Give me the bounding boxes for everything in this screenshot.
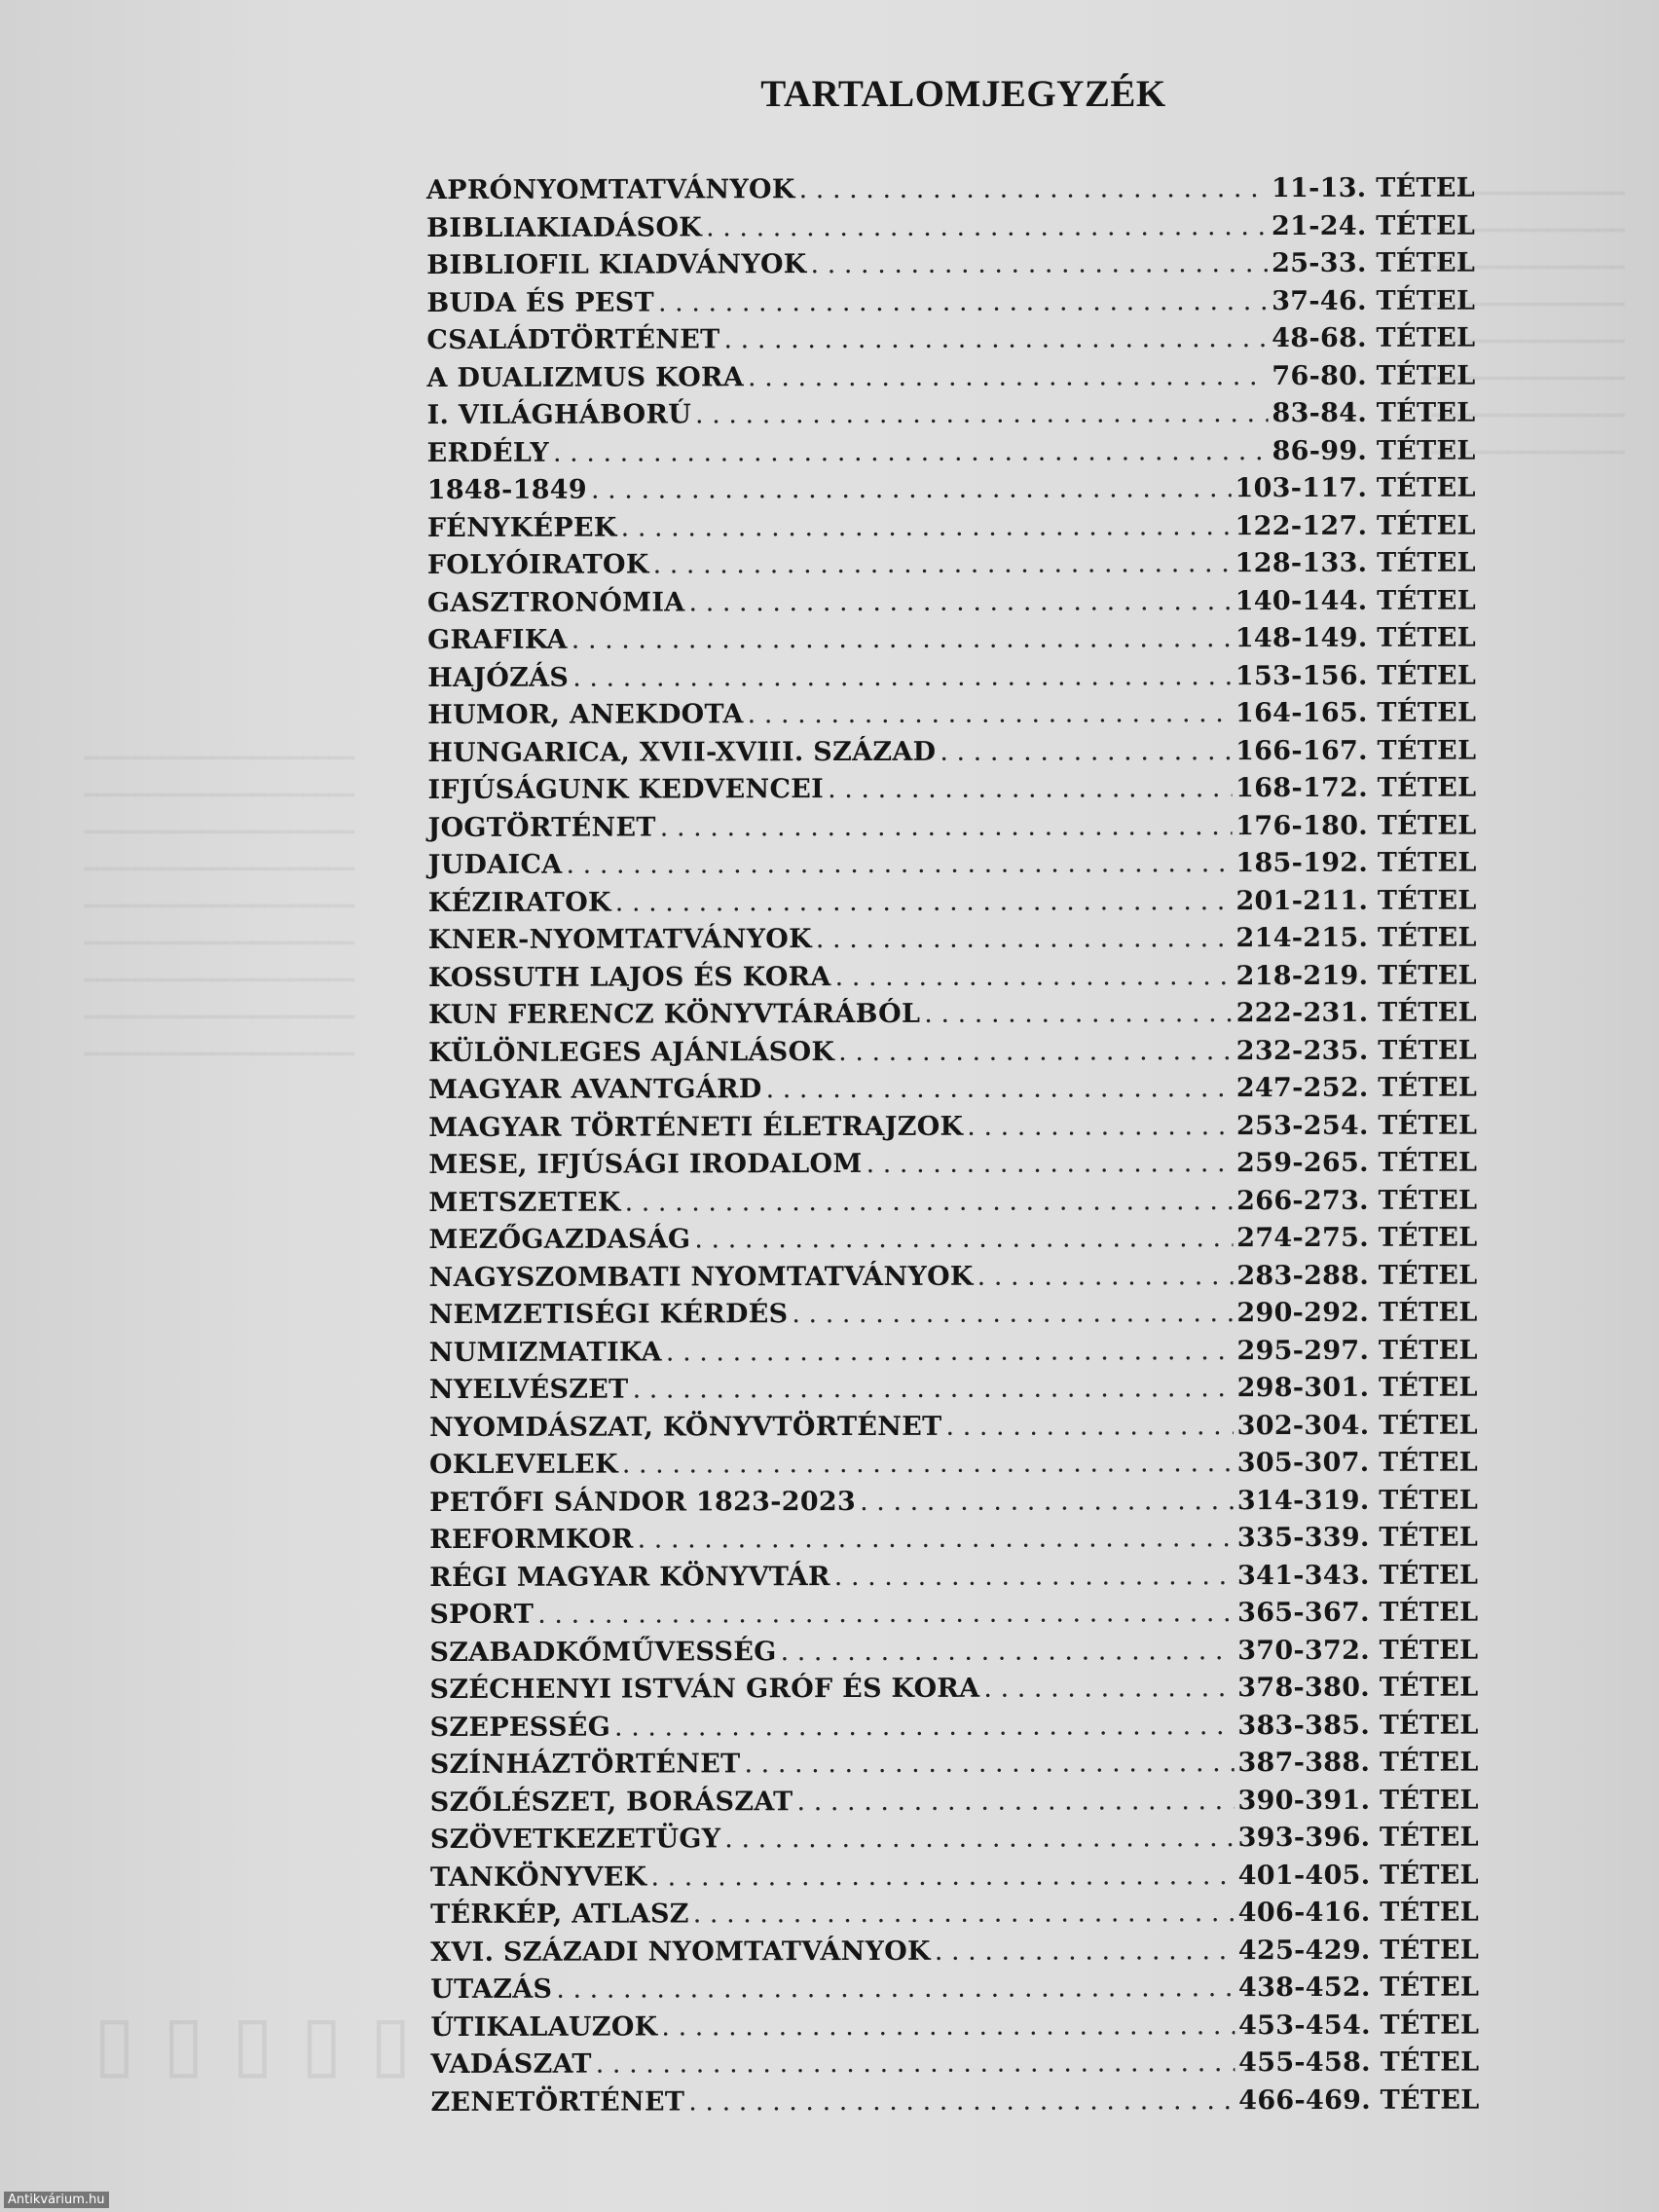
toc-entry: [427, 810, 1476, 850]
toc-entry: [427, 548, 1476, 588]
toc-entry-reference: 164-165. TÉTEL: [1235, 697, 1477, 729]
toc-entry-label: FÉNYKÉPEK: [426, 512, 617, 543]
toc-entry-label: ÚTIKALAUZOK: [430, 2010, 658, 2043]
toc-entry: [430, 1860, 1479, 1899]
dot-leader: [940, 736, 1232, 767]
toc-entry-label: IFJÚSÁGUNK KEDVENCEI: [427, 774, 825, 805]
dot-leader: [723, 323, 1268, 354]
bleed-through-letters: ▯▯▯▯▯: [93, 2001, 439, 2085]
toc-entry-label: HUMOR, ANEKDOTA: [427, 699, 744, 730]
toc-entry-label: GASZTRONÓMIA: [426, 586, 685, 618]
toc-entry-reference: 274-275. TÉTEL: [1236, 1222, 1478, 1254]
dot-leader: [556, 1972, 1235, 2005]
toc-entry-label: UTAZÁS: [430, 1973, 553, 2005]
dot-leader: [816, 923, 1233, 954]
toc-entry-reference: 185-192. TÉTEL: [1235, 847, 1477, 879]
toc-entry: [427, 660, 1476, 700]
toc-entry-reference: 266-273. TÉTEL: [1236, 1185, 1478, 1216]
toc-entry-label: 1848-1849: [426, 474, 587, 505]
toc-entry-reference: 341-343. TÉTEL: [1236, 1560, 1479, 1591]
dot-leader: [650, 1861, 1234, 1892]
toc-entry-label: ERDÉLY: [426, 437, 550, 468]
toc-entry-label: CSALÁDTÖRTÉNET: [426, 324, 720, 355]
dot-leader: [766, 1073, 1233, 1104]
toc-entry-reference: 103-117. TÉTEL: [1235, 472, 1476, 504]
dot-leader: [661, 2010, 1235, 2042]
toc-entry-reference: 335-339. TÉTEL: [1236, 1522, 1479, 1554]
dot-leader: [792, 1298, 1233, 1329]
toc-entry-label: XVI. SZÁZADI NYOMTATVÁNYOK: [430, 1936, 931, 1968]
toc-entry-reference: 247-252. TÉTEL: [1235, 1072, 1478, 1104]
toc-entry-label: MESE, IFJÚSÁGI IRODALOM: [428, 1148, 863, 1180]
dot-leader: [660, 811, 1233, 842]
dot-leader: [621, 511, 1232, 542]
toc-entry-reference: 387-388. TÉTEL: [1237, 1747, 1479, 1779]
toc-entry-label: TÉRKÉP, ATLASZ: [430, 1899, 689, 1930]
toc-entry-label: KOSSUTH LAJOS ÉS KORA: [427, 961, 831, 993]
toc-entry: [427, 623, 1476, 663]
toc-entry: [426, 248, 1475, 288]
dot-leader: [694, 1223, 1233, 1254]
watermark: Antikvárium.hu: [4, 2192, 109, 2208]
toc-entry-reference: 218-219. TÉTEL: [1235, 960, 1477, 991]
toc-entry: [429, 1523, 1478, 1563]
toc-entry-label: HAJÓZÁS: [427, 662, 570, 693]
toc-entry: [430, 2009, 1479, 2049]
dot-leader: [838, 1036, 1233, 1067]
dot-leader: [983, 1673, 1234, 1704]
toc-entry-reference: 302-304. TÉTEL: [1236, 1410, 1478, 1441]
toc-entry: [430, 1898, 1479, 1937]
toc-entry: [427, 735, 1476, 775]
toc-entry: [429, 1373, 1478, 1413]
toc-entry: [429, 1560, 1478, 1600]
toc-entry-reference: 453-454. TÉTEL: [1238, 2009, 1480, 2041]
dot-leader: [835, 961, 1233, 992]
toc-entry: [427, 510, 1476, 550]
toc-entry: [429, 1260, 1478, 1300]
dot-leader: [796, 1786, 1234, 1817]
toc-entry: [429, 1598, 1478, 1638]
toc-entry-label: SPORT: [429, 1599, 535, 1630]
toc-entry-reference: 305-307. TÉTEL: [1236, 1447, 1479, 1479]
toc-entry-reference: 201-211. TÉTEL: [1235, 885, 1477, 916]
dot-leader: [653, 548, 1232, 579]
toc-entry: [429, 1448, 1478, 1488]
toc-entry: [429, 1635, 1478, 1675]
toc-entry: [428, 848, 1477, 888]
toc-entry-label: SZŐLÉSZET, BORÁSZAT: [429, 1786, 793, 1818]
toc-entry-reference: 406-416. TÉTEL: [1237, 1897, 1480, 1929]
toc-entry-reference: 314-319. TÉTEL: [1236, 1485, 1479, 1516]
toc-entry-reference: 283-288. TÉTEL: [1236, 1260, 1478, 1291]
toc-entry-label: GRAFIKA: [427, 624, 568, 655]
toc-entry: [430, 1935, 1479, 1974]
toc-entry: [427, 435, 1476, 475]
dot-leader: [638, 1523, 1234, 1554]
dot-leader: [924, 998, 1232, 1029]
dot-leader: [658, 286, 1268, 317]
dot-leader: [566, 848, 1232, 880]
toc-entry-reference: 295-297. TÉTEL: [1236, 1335, 1478, 1366]
toc-entry-reference: 259-265. TÉTEL: [1236, 1147, 1478, 1179]
toc-entry-label: MAGYAR TÖRTÉNETI ÉLETRAJZOK: [428, 1111, 964, 1143]
dot-leader: [781, 1636, 1235, 1667]
toc-entry: [430, 1748, 1479, 1788]
toc-entry-reference: 140-144. TÉTEL: [1235, 585, 1477, 616]
toc-entry-reference: 370-372. TÉTEL: [1237, 1635, 1479, 1666]
toc-entry-reference: 383-385. TÉTEL: [1237, 1710, 1479, 1741]
bleed-through-text-right: ━━━━━━━━━━━━━━━ ━━━━━━━━━━━━━━━ ━━━━━━━━━━━━━━━ ━━━━━━━━━━━━━━━ ━━━━━━━━━━━━━━━ ━━━━━━━━━━━━━━━ ━━━━━━━━━━━━━━━ ━━━━━━━━━━━━━━━: [1431, 181, 1625, 464]
toc-entry-label: JOGTÖRTÉNET: [427, 811, 656, 843]
toc-entry-reference: 128-133. TÉTEL: [1235, 547, 1476, 579]
toc-entry-label: REFORMKOR: [429, 1524, 634, 1555]
dot-leader: [695, 398, 1268, 429]
dot-leader: [967, 1111, 1233, 1142]
toc-entry-reference: 153-156. TÉTEL: [1235, 660, 1477, 691]
toc-entry-reference: 83-84. TÉTEL: [1272, 397, 1476, 429]
toc-entry-reference: 166-167. TÉTEL: [1235, 735, 1477, 766]
toc-entry-label: BUDA ÉS PEST: [426, 286, 655, 318]
toc-entry: [428, 1223, 1477, 1263]
dot-leader: [572, 661, 1232, 693]
page-title: TARTALOMJEGYZÉK: [760, 73, 1166, 116]
toc-entry-label: SZÉCHENYI ISTVÁN GRÓF ÉS KORA: [429, 1673, 980, 1705]
toc-entry-reference: 253-254. TÉTEL: [1235, 1110, 1478, 1141]
toc-entry-label: NYOMDÁSZAT, KÖNYVTÖRTÉNET: [428, 1411, 942, 1443]
toc-entry: [428, 960, 1477, 1000]
toc-entry: [430, 1972, 1479, 2012]
toc-entry: [426, 323, 1475, 363]
toc-entry-label: SZÖVETKEZETÜGY: [429, 1824, 721, 1855]
toc-entry: [429, 1298, 1478, 1338]
toc-entry-reference: 48-68. TÉTEL: [1272, 322, 1476, 354]
dot-leader: [622, 1448, 1234, 1479]
toc-entry-reference: 86-99. TÉTEL: [1272, 435, 1476, 466]
dot-leader: [688, 2085, 1235, 2117]
dot-leader: [537, 1598, 1234, 1630]
dot-leader: [799, 173, 1268, 204]
toc-entry: [427, 398, 1476, 438]
toc-entry-reference: 122-127. TÉTEL: [1235, 510, 1476, 541]
toc-entry-label: MEZŐGAZDASÁG: [428, 1224, 691, 1255]
toc-entry-label: KNER-NYOMTATVÁNYOK: [427, 924, 812, 955]
toc-entry-label: PETŐFI SÁNDOR 1823-2023: [429, 1486, 857, 1518]
dot-leader: [744, 1748, 1234, 1779]
toc-entry-label: HUNGARICA, XVII-XVIII. SZÁZAD: [427, 736, 937, 768]
toc-entry: [428, 885, 1477, 925]
dot-leader: [693, 1898, 1235, 1929]
toc-entry-label: NEMZETISÉGI KÉRDÉS: [428, 1299, 789, 1330]
toc-entry-reference: 401-405. TÉTEL: [1237, 1860, 1479, 1891]
toc-entry: [428, 1073, 1477, 1113]
toc-entry-reference: 438-452. TÉTEL: [1237, 1972, 1480, 2004]
toc-entry-label: I. VILÁGHÁBORÚ: [426, 399, 692, 430]
toc-entry: [427, 585, 1476, 625]
toc-entry-label: JUDAICA: [427, 849, 563, 880]
dot-leader: [724, 1823, 1234, 1854]
toc-entry-label: VADÁSZAT: [430, 2048, 592, 2080]
toc-entry-label: METSZETEK: [428, 1187, 621, 1218]
toc-entry-label: SZEPESSÉG: [429, 1712, 611, 1743]
dot-leader: [748, 698, 1232, 729]
toc-entry: [427, 773, 1476, 813]
dot-leader: [553, 436, 1269, 468]
toc-entry: [430, 1823, 1479, 1862]
toc-entry-label: APRÓNYOMTATVÁNYOK: [426, 174, 795, 205]
toc-entry-reference: 455-458. TÉTEL: [1238, 2046, 1480, 2079]
toc-entry-reference: 25-33. TÉTEL: [1272, 247, 1476, 279]
toc-entry-label: BIBLIAKIADÁSOK: [426, 211, 703, 243]
dot-leader: [945, 1411, 1233, 1442]
toc-entry-label: OKLEVELEK: [428, 1449, 618, 1480]
toc-entry: [427, 473, 1476, 513]
toc-entry-reference: 393-396. TÉTEL: [1237, 1822, 1479, 1854]
toc-entry: [428, 1185, 1477, 1225]
toc-entry: [426, 210, 1475, 250]
toc-entry: [428, 998, 1477, 1038]
toc-entry-label: SZABADKŐMŰVESSÉG: [429, 1636, 777, 1668]
toc-entry: [426, 285, 1475, 325]
toc-entry-reference: 168-172. TÉTEL: [1235, 772, 1477, 804]
dot-leader: [666, 1336, 1234, 1367]
toc-entry-reference: 290-292. TÉTEL: [1236, 1297, 1478, 1329]
toc-entry-label: KÜLÖNLEGES AJÁNLÁSOK: [428, 1036, 835, 1068]
dot-leader: [811, 248, 1269, 279]
toc-entry-reference: 378-380. TÉTEL: [1237, 1672, 1479, 1704]
toc-entry-label: BIBLIOFIL KIADVÁNYOK: [426, 249, 807, 280]
toc-entry-reference: 21-24. TÉTEL: [1271, 210, 1476, 241]
dot-leader: [614, 1711, 1234, 1742]
toc-entry-label: TANKÖNYVEK: [429, 1861, 647, 1893]
toc-entry-label: KÉZIRATOK: [427, 887, 611, 918]
toc-entry: [428, 1148, 1477, 1188]
toc-entry: [428, 1035, 1477, 1075]
dot-leader: [633, 1373, 1234, 1404]
toc-entry: [426, 360, 1475, 400]
dot-leader: [935, 1936, 1235, 1967]
dot-leader: [866, 1148, 1234, 1179]
toc-entry: [429, 1673, 1478, 1713]
dot-leader: [596, 2047, 1235, 2079]
bleed-through-text-left: ━━━━━━━━━━━━━━━━━━━━━ ━━━━━━━━━━━━━━━━━━━━━ ━━━━━━━━━━━━━━━━━━━━━ ━━━━━━━━━━━━━━━━━━━━━ ━━━━━━━━━━━━━━━━━━━━━ ━━━━━━━━━━━━━━━━━━━━━ ━━━━━━━━━━━━━━━━━━━━━ ━━━━━━━━━━━━━━━━━━━━━ ━━━━━━━━━━━━━━━━━━━━━: [84, 746, 355, 1066]
toc-entry: [426, 173, 1475, 213]
toc-entry-reference: 298-301. TÉTEL: [1236, 1372, 1478, 1404]
toc-entry-reference: 365-367. TÉTEL: [1237, 1597, 1479, 1629]
toc-entry-label: KUN FERENCZ KÖNYVTÁRÁBÓL: [427, 998, 921, 1030]
toc-entry-reference: 148-149. TÉTEL: [1235, 622, 1477, 654]
toc-entry-reference: 11-13. TÉTEL: [1271, 172, 1476, 204]
dot-leader: [828, 773, 1232, 804]
toc-entry: [429, 1410, 1478, 1450]
dot-leader: [977, 1261, 1234, 1292]
toc-entry-reference: 390-391. TÉTEL: [1237, 1785, 1479, 1816]
toc-entry: [430, 2047, 1479, 2087]
toc-entry-label: ZENETÖRTÉNET: [430, 2085, 685, 2118]
toc-entry: [428, 1110, 1477, 1150]
toc-entry-reference: 214-215. TÉTEL: [1235, 922, 1477, 954]
toc-entry: [427, 698, 1476, 738]
toc-entry-label: MAGYAR AVANTGÁRD: [428, 1074, 762, 1105]
toc-entry-reference: 425-429. TÉTEL: [1237, 1935, 1480, 1966]
dot-leader: [591, 473, 1232, 504]
toc-entry: [429, 1335, 1478, 1375]
toc-entry: [430, 2084, 1479, 2124]
toc-entry-label: A DUALIZMUS KORA: [426, 361, 745, 393]
dot-leader: [688, 586, 1231, 617]
toc-entry-reference: 76-80. TÉTEL: [1272, 360, 1476, 391]
toc-entry-label: SZÍNHÁZTÖRTÉNET: [429, 1749, 741, 1780]
toc-entry-label: NAGYSZOMBATI NYOMTATVÁNYOK: [428, 1261, 974, 1293]
dot-leader: [834, 1561, 1234, 1592]
toc-entry: [429, 1485, 1478, 1525]
dot-leader: [860, 1486, 1234, 1517]
toc-entry: [430, 1710, 1479, 1750]
dot-leader: [615, 886, 1233, 917]
toc-entry-reference: 466-469. TÉTEL: [1238, 2084, 1480, 2116]
toc-entry-label: RÉGI MAGYAR KÖNYVTÁR: [429, 1561, 830, 1593]
toc-entry-reference: 232-235. TÉTEL: [1235, 1035, 1478, 1066]
dot-leader: [706, 211, 1268, 242]
dot-leader: [571, 623, 1232, 655]
toc-entry-reference: 176-180. TÉTEL: [1235, 810, 1477, 841]
table-of-contents: [426, 173, 1480, 2124]
toc-entry: [428, 923, 1477, 963]
toc-entry-label: NUMIZMATIKA: [428, 1336, 662, 1368]
toc-entry: [430, 1785, 1479, 1825]
toc-entry-label: FOLYÓIRATOK: [426, 549, 649, 580]
dot-leader: [625, 1186, 1234, 1217]
toc-entry-reference: 222-231. TÉTEL: [1235, 997, 1477, 1029]
toc-entry-reference: 37-46. TÉTEL: [1272, 285, 1476, 316]
toc-entry-label: NYELVÉSZET: [428, 1374, 629, 1405]
dot-leader: [748, 361, 1268, 392]
